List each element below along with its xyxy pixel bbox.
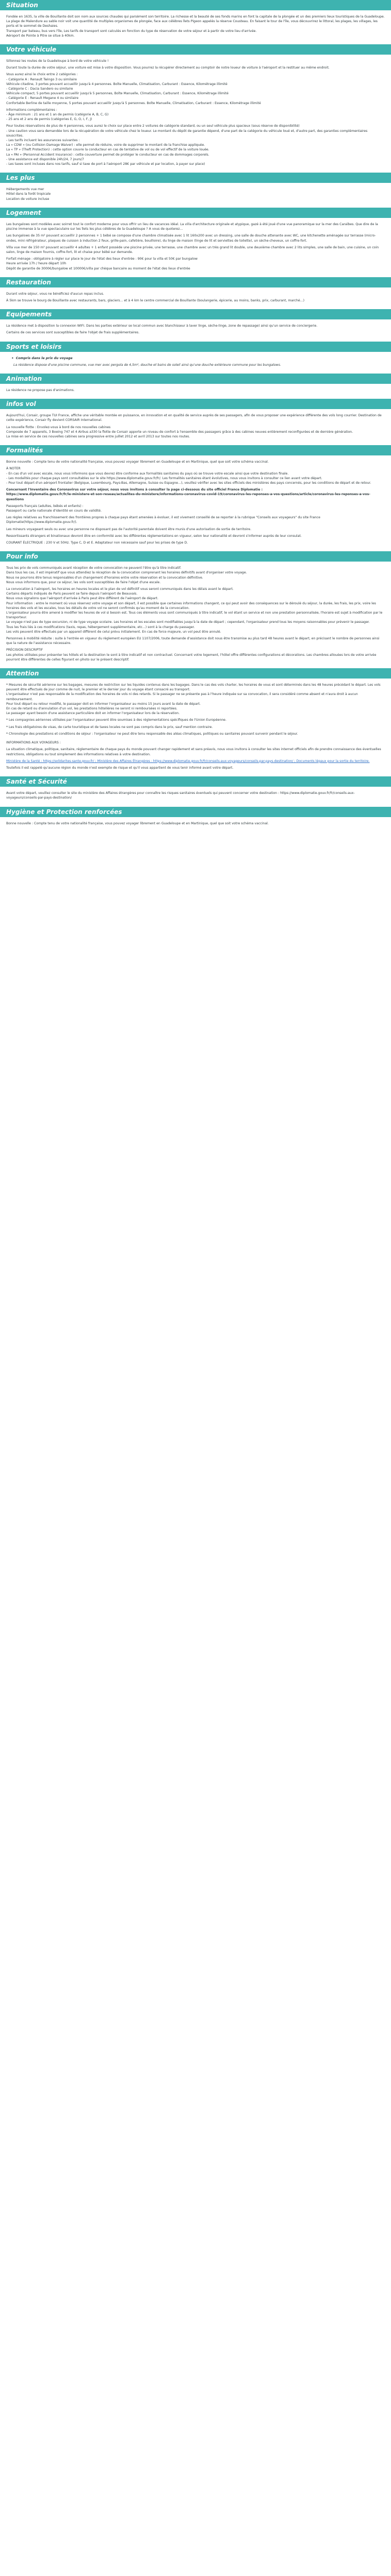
section-body-hygiene [0, 817, 391, 832]
section-title-restauration: Restauration [0, 277, 391, 287]
text-line: * Les frais obligatoires de visas, de carte touristique et de taxes locales ne sont pas compris dans le prix, sauf mention contraire. [6, 725, 213, 729]
text-line: À NOTER [6, 467, 21, 471]
text-line: - Les taxes sont incluses dans nos tarifs, sauf si taxe de port à l'aéroport 28€ par véhicule et par location, à payer sur place) [6, 162, 205, 166]
text-line: Aéroport de Pointe à Pitre se situe à 40km. [6, 33, 75, 38]
text-line: - Pour tout départ d'un aéroport frontalier (Belgique, Luxembourg, Pays-Bas, Allemagne, Suisse ou Espagne...), veuillez vérifier avec les sites officiels des ministères des pays concernés, pour les conditions de départ et de retour. [6, 481, 371, 485]
text-line: Les photos utilisées pour présenter les hôtels et la destination le sont à titre indicatif et non contractuel. Concernant votre logement, l'hôtel offre différentes configurations et décorations. Les chambres allouées lors de votre arrivée pourront être différentes de celles figurant en photo sur le présent descriptif. [6, 653, 377, 662]
section-attention [0, 668, 391, 776]
text-line: L'organisateur n'est pas responsable de la modification des horaires de vols ni des retards. Si le passager ne se présente pas à l'heure indiquée sur sa convocation, il sera considéré comme absent et n'aura droit à aucun remboursement. [6, 692, 358, 701]
text-line: La plage de Malendure au sable noir voit une quantité de multiples organismes de plongée, face aux célèbres îlets Pigeon appelés la réserve Cousteau. En faisant le tour de l'île, vous découvrirez le littoral, les plages, les villages, les ports et le sommet de Deshaies. [6, 20, 378, 28]
section-body-plus [0, 183, 391, 208]
text-line: À 5km se trouve le bourg de Bouillante avec restaurants, bars, glaciers... et à 4 km le centre commercial de Bouillante (boulangerie, épicerie, au moins, banks, prix, carburant, marché...) [6, 298, 305, 302]
text-line: Composée de 7 appareils, 3 Boeing 747 et 4 Airbus a330 la flotte de Corsair apporte un niveau de confort à l'ensemble des passagers grâce à des cabines neuves entièrement reconfigurées et de dernière génération. [6, 430, 353, 434]
text-line: Villa vue mer de 150 m² pouvant accueillir 4 adultes + 1 enfant possède une piscine privée, une terrasse, une chambre avec un très grand lit double, une deuxième chambre avec 2 lits simples, une salle de bain, une cuisine, un coin salon, linge de maison fournis, coffre-fort, lit et chaise pour bébé sur demande. [6, 245, 379, 254]
text-line: Sillonnez les routes de la Guadeloupe à bord de votre véhicule ! [6, 59, 109, 63]
section-body-sante [0, 787, 391, 806]
section-hygiene [0, 807, 391, 832]
text-line: * Les compagnies aériennes utilisées par l'organisateur peuvent être soumises à des réglementations spécifiques de l'Union Européenne. [6, 718, 226, 722]
text-line: - 25 ans et 2 ans de permis (catégories E, G, O, I, F, J) [6, 117, 92, 122]
section-body-situation [0, 10, 391, 44]
text-line: Confortable Berline de taille moyenne, 5 portes pouvant accueillir jusqu'à 5 personnes. Boîte Manuelle, Climatisation, Carburant : Essence, Kilométrage illimité [6, 101, 261, 105]
bullet-title: Compris dans le prix du voyage [15, 356, 73, 360]
section-title-animation: Animation [0, 374, 391, 384]
text-line: Toutefois il est rappelé qu'aucune région du monde n'est exempte de risque et qu'il vous appartient de vous tenir informé avant votre départ. [6, 766, 234, 770]
section-body-pour-info [0, 562, 391, 668]
text-line: * Chronologie des prestations et conditions de séjour : l'organisateur ne peut être tenu responsable des aléas climatiques, politiques ou sanitaires pouvant survenir pendant le séjour. [6, 732, 298, 736]
section-logement [0, 208, 391, 277]
text-line: Durant votre séjour, vous ne bénéficiez d'aucun repas inclus. [6, 292, 104, 296]
page [0, 0, 391, 832]
text-line: Les règles relatives au franchissement des frontières propres à chaque pays étant amenées à évoluer, il est vivement conseillé de se reporter à la rubrique "Conseils aux voyageurs" du site France Diplomatie(https://www.diplomatie.gouv.fr/). [6, 516, 320, 524]
section-body-equipements [0, 319, 391, 341]
text-line: Fondée en 1635, la ville de Bouillante doit son nom aux sources chaudes qui parsèment son territoire. La richesse et la beauté de ses fonds marins en font la capitale de la plongée et un des premiers lieux touristiques de la Guadeloupe. [6, 15, 385, 19]
bullet-item [6, 356, 385, 361]
covid-link[interactable]: https://www.diplomatie.gouv.fr/fr/le-ministere-et-son-reseau/actualites-du-ministere/informations-coronavirus-covid-19/coronavirus-les-reponses-a-vos-questions/article/coronavirus-les-reponses-a-vos-questions [6, 493, 370, 501]
section-title-infos-vol: infos vol [0, 399, 391, 409]
text-line: Location de voiture incluse [6, 197, 50, 201]
text-line: Le passager ayant besoin d'une assistance particulière doit en informer l'organisateur lors de la réservation. [6, 711, 180, 716]
text-line: - En cas d'un vol avec escale, nous vous informons que vous devrez être conforme aux formalités sanitaires du pays où se trouve votre escale ainsi que votre destination finale. [6, 471, 289, 476]
text-line: La « TP » (Theft Protection) : cette option couvre la conducteur en cas de tentative de vol ou de vol effectif de la voiture louée. [6, 148, 209, 152]
section-title-logement: Logement [0, 208, 391, 218]
text-line: Ressortissants étrangers et binationaux devront être en conformité avec les différentes réglementations en vigueur, selon leur nationalité et devront s'informer auprès de leur consulat. [6, 534, 302, 538]
text-line: Hôtel dans la forêt tropicale [6, 192, 51, 196]
text-line: La résidence met à disposition la connexion WIFI. Dans les parties extérieur se local commun avec blanchisseur à laver linge, sèche-linge, zone de repassage) ainsi qu'un service de conciergerie. [6, 324, 318, 328]
text-line: Pour toutes réservations de plus de 4 personnes, vous aurez le choix sur place entre 2 voitures de catégorie standard, ou un seul véhicule plus spacieux (sous réserve de disponibilité) [6, 124, 300, 128]
text-line: Passeport ou carte nationale d'identité en cours de validité. [6, 509, 102, 513]
text-line: Pour tout départ ou retour modifié, le passager doit en informer l'organisateur au moins 15 jours avant la date de départ. [6, 702, 201, 706]
section-body-formalites [0, 455, 391, 551]
text-line: PRÉCISION DESCRIPTIF [6, 648, 43, 652]
section-title-pour-info: Pour info [0, 551, 391, 562]
text-line: Les mineurs voyageant seuls ou avec une personne ne disposant pas de l'autorité parentale doivent être munis d'une autorisation de sortie de territoire. [6, 527, 252, 531]
text-line: Tous les frais liés à ces modifications (taxis, repas, hébergement supplémentaire, etc...) sont à la charge du passager. [6, 625, 195, 629]
text-line: Nous ne pourrons être tenus responsables d'un changement d'horaires entre votre réservation et la convocation définitive. [6, 575, 203, 580]
text-line: L'organisateur pourra être amené à modifier les heures de vol si besoin est. Tous ces éléments vous sont communiqués à titre indicatif, le vol étant un service et non une prestation personnalisée, l'horaire est sujet à modification par le transporteur. [6, 611, 383, 620]
section-body-logement [0, 218, 391, 277]
text-line: Durant toute la durée de votre séjour, une voiture est mise à votre disposition. Vous pourrez la récupérer directement au comptoir de notre loueur de voiture à l'aéroport et la restituer au même endroit. [6, 66, 330, 70]
text-line: - Âge minimum : 21 ans et 1 an de permis (catégorie A, B, C, G) [6, 113, 109, 117]
text-line: Nous vous informons que, pour ce séjour, les vols sont susceptibles de faire l'objet d'une escale. [6, 580, 161, 584]
text-line: - Une assistance est disponible 24h/24, 7 jours/7 [6, 157, 84, 161]
text-line: Les vols peuvent être effectués par un appareil différent de celui prévu initialement. En cas de force majeure, un vol peut être annulé. [6, 630, 221, 634]
section-title-sports: Sports et loisirs [0, 342, 391, 352]
section-sante [0, 776, 391, 806]
text-line: Certains départs indiqués de Paris peuvent se faire depuis l'aéroport de Beauvais. [6, 592, 138, 596]
text-line: Pour information : entre le moment où vous réservez votre voyage et son départ, il est possible que certaines informations changent, ce qui peut avoir des conséquences sur le déroulé du séjour, la durée, les frais, les prix, voire les horaires des vols et les escales, tous les détails de votre vol ne seront confirmés qu'au moment de la convocation. [6, 601, 376, 610]
section-body-attention [0, 679, 391, 776]
text-line: Passeports français (adultes, bébés et enfants) : [6, 504, 84, 508]
text-line: - Catégorie C : Dacia Sandero ou similaire [6, 87, 73, 91]
text-line: Le voyage n'est pas de type excursion, ni de type voyage scolaire. Les horaires et les escales sont modifiables jusqu'à la date de départ ; cependant, l'organisateur prend tous les moyens raisonnables pour prévenir le passager. [6, 620, 370, 624]
text-line: Bonne nouvelle : Compte tenu de votre nationalité française, vous pouvez voyager librement en Guadeloupe et en Martinique, quel que soit votre schéma vaccinal. [6, 821, 269, 825]
section-vehicule [0, 44, 391, 173]
text-line: Forfait ménage : obligatoire à régler sur place le jour de l'état des lieux d'entrée : 90€ pour la villa et 50€ par bungalow [6, 257, 198, 261]
section-situation [0, 0, 391, 44]
section-title-situation: Situation [0, 0, 391, 10]
ministry-links[interactable]: Ministère de la Santé : https://solidarites-sante.gouv.fr/ ; Ministère des Affaires Étrangères : https://www.diplomatie.gouv.fr/fr/conseils-aux-voyageurs/conseils-par-pays-destination/ ; Documents légaux pour la sortie du territoire. [6, 759, 370, 763]
text-line: Avant votre départ, veuillez consulter le site du ministère des Affaires étrangères pour connaître les risques sanitaires éventuels qui peuvent concerner votre destination : https://www.diplomatie.gouv.fr/fr/conseils-aux-voyageurs/conseils-par-pays-destination/ [6, 791, 355, 800]
section-plus [0, 173, 391, 208]
text-line: Véhicule compact, 5 portes pouvant accueillir jusqu'à 5 personnes, Boîte Manuelle, Climatisation, Carburant : Essence, Kilométrage illimité [6, 92, 229, 96]
text-line: Dans tous les cas, il est impératif que vous attendiez la réception de la convocation comprenant les horaires définitifs avant d'organiser votre voyage. [6, 571, 247, 575]
text-line: Vous aurez ainsi le choix entre 2 catégories : [6, 73, 78, 77]
section-animation [0, 374, 391, 399]
text-line: - Catégorie A : Renault Twingo 3 ou similaire [6, 77, 77, 81]
section-formalites [0, 445, 391, 551]
section-infos-vol [0, 399, 391, 445]
section-restauration [0, 277, 391, 309]
text-line: - Les tarifs incluent les assurances suivantes : [6, 139, 80, 143]
section-title-vehicule: Votre véhicule [0, 44, 391, 55]
section-title-formalites: Formalités [0, 445, 391, 455]
section-title-plus: Les plus [0, 173, 391, 183]
text-line: La nouvelle flotte : Envolez-vous à bord de nos nouvelles cabines [6, 425, 111, 429]
section-body-restauration [0, 287, 391, 309]
section-title-hygiene: Hygiène et Protection renforcées [0, 807, 391, 817]
text-line: INFORMATIONS AUX VOYAGEURS : [6, 741, 61, 745]
section-title-attention: Attention [0, 668, 391, 679]
section-body-sports [0, 352, 391, 374]
text-line: Bonne nouvelle : Compte tenu de votre nationalité française, vous pouvez voyager librement en Guadeloupe et en Martinique, quel que soit votre schéma vaccinal. [6, 460, 269, 464]
text-line: Nous vous signalons que l'aéroport d'arrivée à Paris peut être différent de l'aéroport de départ. [6, 597, 158, 601]
text-line: Concernant l'Inventaire des Coronavirus sur votre séjour, nous vous invitons à consulter la page ci-dessous du site officiel France Diplomatie : [6, 488, 263, 492]
section-equipements [0, 309, 391, 341]
text-line: * Mesures de sécurité aérienne sur les bagages, mesures de restriction sur les liquides contenus dans les bagages. Dans le cas des vols charter, les horaires de vous et sont déterminés dans les 48 heures précédant le départ. Les vols peuvent être effectués de jour comme de nuit, le premier et le dernier jour du voyage étant consacré au transport. [6, 683, 381, 692]
text-line: Dépôt de garantie de 3000€/bungalow et 10000€/villa par chèque bancaire au moment de l'état des lieux d'entrée [6, 266, 190, 270]
section-title-sante: Santé et Sécurité [0, 776, 391, 787]
text-line: Tous les prix de vols communiqués avant réception de votre convocation ne peuvent l'être qu'à titre indicatif. [6, 566, 182, 570]
text-line: Hébergements vue mer [6, 188, 44, 192]
text-line: Véhicule citadine, 3 portes pouvant accueillir jusqu'à 4 personnes. Boîte Manuelle, Climatisation, Carburant : Essence, Kilométrage illimité [6, 82, 227, 86]
text-line: - Catégorie E : Renault Megane 4 ou similaire [6, 96, 79, 100]
section-body-infos-vol [0, 409, 391, 445]
text-line: Informations complémentaires : [6, 108, 57, 112]
text-line: En cas de retard ou d'annulation d'un vol, les prestations hôtelières ne seront ni remboursées ni reportées. [6, 707, 177, 711]
text-line: Les bungalows sont modèles avec soirret tout le confort moderne pour vous offrir un lieu de vacances idéal. La villa d'architecture originale et atypique, gazé à été joué d'une vue panoramique sur la mer des Caraïbes. Que dire de la piscine immense à la vue spectaculaire sur les îlets les plus célèbres de la Guadeloupe ? A vous de quoterez... [6, 222, 378, 231]
text-line: Aujourd'hui, Corsair, groupe TUI France, affiche une véritable montée en puissance, en innovation et en qualité de service auprès de ses passagers, afin de vous proposer une expérience différente des vols long courrier. Destination de cette expérience, Corsair fly devient CORSAIR International. [6, 414, 382, 422]
text-line: La résidence ne propose pas d'animations. [6, 388, 75, 392]
text-line: Personnes à mobilité réduite : suite à l'entrée en vigueur du règlement européen EU 1107/2006, toute demande d'assistance doit nous être transmise au plus tard 48 heures avant le départ, en précisant le nombre de personnes ainsi que la nature de l'assistance nécessaire. [6, 637, 380, 646]
text-line: Transport par bateau, bus vers l'île, Les tarifs de transport sont calculés en fonction du type de réservation de votre séjour et à partir de votre lieu d'arrivée. [6, 29, 257, 33]
section-body-animation [0, 384, 391, 399]
text-line: Heure arrivée 17h / heure départ 10h [6, 262, 67, 266]
section-body-vehicule [0, 55, 391, 173]
text-line: La mise en service de ces nouvelles cabines sera progressive entre juillet 2012 et avril 2013 sur toutes nos routes. [6, 434, 190, 438]
text-line: La résidence dispose d'une piscine commune, vue mer avec pergola de 4,5m², douche et bains de soleil ainsi qu'une douche extérieure commune pour les bungalows. [13, 363, 281, 367]
section-sports [0, 342, 391, 374]
text-line: La « CDW » (ou Collision Damage Waiver) : elle permet de réduire, voire de supprimer le montant de la franchise appliquée. [6, 143, 205, 147]
text-line: La convocation à l'aéroport, les horaires en heures locales et le plan de vol définitif vous seront communiqués dans les délais avant le départ. [6, 587, 234, 591]
text-line: - Une caution vous sera demandée lors de la récupération de votre véhicule chez le loueur. Le montant du dépôt de garantie dépend, d'une part de la catégorie du véhicule loué et, d'autre part, des garanties complémentaires souscrites. [6, 129, 368, 138]
text-line: La « PAI » (Personnal Accident Insurance) : cette couverture permet de protéger le conducteur en cas de dommages corporels. [6, 152, 209, 157]
text-line: - Les modalités pour chaque pays sont consultables sur le site https://www.diplomatie.gouv.fr/fr/. Les formalités sanitaires étant évolutives, nous vous invitons à consulter ce lien avant votre départ. [6, 476, 322, 480]
section-title-equipements: Equipements [0, 309, 391, 319]
text-line: La situation climatique, politique, sanitaire, réglementaire de chaque pays du monde pouvant changer rapidement et sans préavis, nous vous invitons à consulter les sites internet officiels afin de prendre connaissance des éventuelles restrictions, obligations ou tout simplement des informations relatives à votre destination. [6, 748, 381, 756]
bullet-dot-icon: • [11, 355, 14, 361]
text-line: Les bungalows de 35 m² pouvant accueillir 2 personnes + 1 bébé se compose d'une chambre climatisée avec 1 lit 160x200 avec un dressing, une salle de douche attenante avec WC, une kitchenette aménagée sur terrasse (micro-ondes, mini réfrigérateur, plaques de cuisson à induction 2 feux, grille-pain, cafetière, bouilloire), du linge de maison (linge de lit et serviettes de toilette), un sèche-cheveux, un coffre-fort. [6, 234, 376, 243]
text-line: Certains de ces services sont susceptibles de faire l'objet de frais supplémentaires. [6, 331, 140, 335]
text-line: COURANT ÉLECTRIQUE : 230 V et 50Hz. Type C, D et E. Adaptateur non nécessaire sauf pour les prises de type D. [6, 541, 188, 545]
section-pour-info [0, 551, 391, 668]
